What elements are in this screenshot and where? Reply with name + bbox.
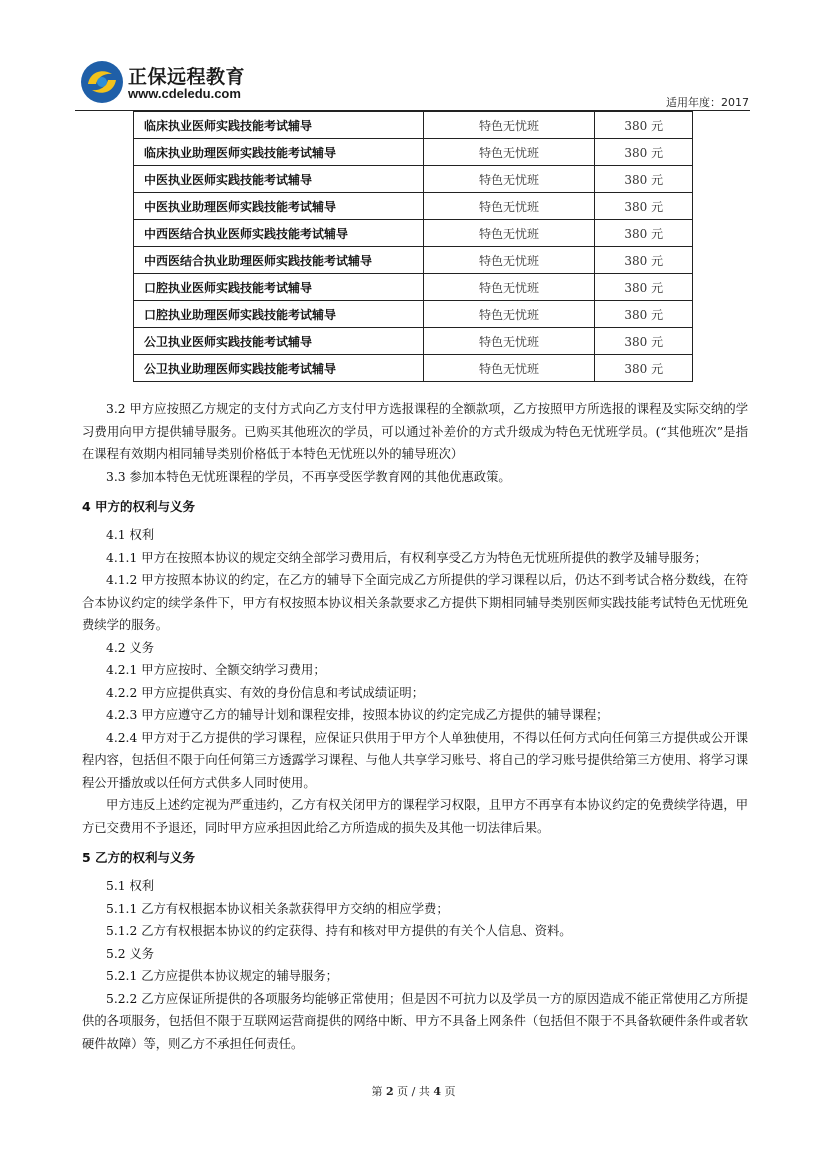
class-type: 特色无忧班 bbox=[423, 193, 595, 220]
applicable-year: 适用年度：2017 bbox=[666, 96, 749, 109]
clause-4-2-3: 4.2.3 甲方应遵守乙方的辅导计划和课程安排，按照本协议的约定完成乙方提供的辅导课程； bbox=[106, 708, 609, 722]
course-row bbox=[134, 328, 693, 355]
footer-middle: 页 / 共 bbox=[397, 1085, 430, 1098]
course-row bbox=[134, 220, 693, 247]
clause-5-1-1: 5.1.1 乙方有权根据本协议相关条款获得甲方交纳的相应学费； bbox=[106, 901, 449, 916]
course-row bbox=[134, 355, 693, 382]
course-name: 口腔执业医师实践技能考试辅导 bbox=[134, 274, 424, 301]
clause-4-1-1: 4.1.1 甲方在按照本协议的规定交纳全部学习费用后，有权利享受乙方为特色无忧班所提供的教学及辅导服务； bbox=[106, 550, 707, 565]
course-price: 380 元 bbox=[595, 301, 693, 328]
clause-4-breach: 甲方违反上述约定视为严重违约，乙方有权关闭甲方的课程学习权限，且甲方不再享有本协议约定的免费续学待遇，甲方已交费用不予退还，同时甲方应承担因此给乙方所造成的损失及其他一切法律后果。 bbox=[82, 798, 748, 835]
course-price: 380 元 bbox=[595, 193, 693, 220]
course-name: 中医执业医师实践技能考试辅导 bbox=[134, 166, 424, 193]
course-price: 380 元 bbox=[595, 139, 693, 166]
class-type: 特色无忧班 bbox=[423, 301, 595, 328]
course-price: 380 元 bbox=[595, 247, 693, 274]
clause-4-2-1: 4.2.1 甲方应按时、全额交纳学习费用； bbox=[106, 663, 326, 677]
clause-5-1: 5.1 权利 bbox=[106, 879, 155, 893]
course-name: 中西医结合执业助理医师实践技能考试辅导 bbox=[134, 247, 424, 274]
course-price: 380 元 bbox=[595, 328, 693, 355]
course-name: 临床执业助理医师实践技能考试辅导 bbox=[134, 139, 424, 166]
page-footer bbox=[0, 1083, 827, 1099]
course-name: 中西医结合执业医师实践技能考试辅导 bbox=[134, 220, 424, 247]
course-name: 公卫执业医师实践技能考试辅导 bbox=[134, 328, 424, 355]
course-price: 380 元 bbox=[595, 220, 693, 247]
course-name: 公卫执业助理医师实践技能考试辅导 bbox=[134, 355, 424, 382]
class-type: 特色无忧班 bbox=[423, 328, 595, 355]
course-price: 380 元 bbox=[595, 274, 693, 301]
clause-3-3: 3.3 参加本特色无忧班课程的学员，不再享受医学教育网的其他优惠政策。 bbox=[106, 469, 511, 484]
clause-4-1: 4.1 权利 bbox=[106, 528, 155, 542]
class-type: 特色无忧班 bbox=[423, 355, 595, 382]
class-type: 特色无忧班 bbox=[423, 220, 595, 247]
section-5-heading: 5 乙方的权利与义务 bbox=[82, 850, 196, 865]
course-price: 380 元 bbox=[595, 355, 693, 382]
clause-4-2: 4.2 义务 bbox=[106, 640, 155, 655]
course-price: 380 元 bbox=[595, 166, 693, 193]
class-type: 特色无忧班 bbox=[423, 274, 595, 301]
class-type: 特色无忧班 bbox=[423, 247, 595, 274]
current-page-number: 2 bbox=[385, 1085, 394, 1098]
footer-prefix: 第 bbox=[371, 1085, 383, 1098]
course-name: 口腔执业助理医师实践技能考试辅导 bbox=[134, 301, 424, 328]
clause-4-2-2: 4.2.2 甲方应提供真实、有效的身份信息和考试成绩证明； bbox=[106, 685, 425, 700]
total-page-number: 4 bbox=[433, 1085, 441, 1098]
course-row bbox=[134, 247, 693, 274]
class-type: 特色无忧班 bbox=[423, 112, 595, 139]
course-price-table bbox=[133, 111, 693, 382]
page-header bbox=[0, 0, 827, 112]
class-type: 特色无忧班 bbox=[423, 166, 595, 193]
clause-5-2-1: 5.2.1 乙方应提供本协议规定的辅导服务； bbox=[106, 969, 338, 983]
logo-name: 正保远程教育 bbox=[128, 66, 246, 88]
clause-5-1-2: 5.1.2 乙方有权根据本协议的约定获得、持有和核对甲方提供的有关个人信息、资料。 bbox=[106, 924, 572, 938]
course-price: 380 元 bbox=[595, 112, 693, 139]
clause-5-2-2: 5.2.2 乙方应保证所提供的各项服务均能够正常使用；但是因不可抗力以及学员一方的原因造成不能正常使用乙方所提供的各项服务，包括但不限于互联网运营商提供的网络中断、甲方不具备上网条件（包括但不限于不具备软硬件条件或者软硬件故障）等，则乙方不承担任何责任。 bbox=[82, 991, 748, 1051]
course-name: 中医执业助理医师实践技能考试辅导 bbox=[134, 193, 424, 220]
course-name: 临床执业医师实践技能考试辅导 bbox=[134, 112, 424, 139]
cdeledu-logo-icon bbox=[80, 60, 124, 104]
course-row bbox=[134, 166, 693, 193]
agreement-body bbox=[82, 398, 748, 1055]
clause-4-2-4: 4.2.4 甲方对于乙方提供的学习课程，应保证只供用于甲方个人单独使用，不得以任何方式向任何第三方提供或公开课程内容，包括但不限于向任何第三方透露学习课程、与他人共享学习账号、将自己的学习账号提供给第三方使用、将学习课程公开播放或以任何方式供多人同时使用。 bbox=[82, 730, 748, 790]
clause-5-2: 5.2 义务 bbox=[106, 946, 155, 961]
course-row bbox=[134, 139, 693, 166]
course-row bbox=[134, 301, 693, 328]
section-4-heading: 4 甲方的权利与义务 bbox=[82, 499, 196, 514]
course-row bbox=[134, 193, 693, 220]
class-type: 特色无忧班 bbox=[423, 139, 595, 166]
course-row bbox=[134, 274, 693, 301]
clause-3-2: 3.2 甲方应按照乙方规定的支付方式向乙方支付甲方选报课程的全额款项，乙方按照甲方所选报的课程及实际交纳的学习费用向甲方提供辅导服务。已购买其他班次的学员，可以通过补差价的方式升级成为特色无忧班学员。(“其他班次”是指在课程有效期内相同辅导类别价格低于本特色无忧班以外的辅导班次） bbox=[82, 402, 748, 461]
logo-url: www.cdeledu.com bbox=[128, 86, 241, 101]
course-row bbox=[134, 112, 693, 139]
footer-suffix: 页 bbox=[444, 1085, 456, 1098]
clause-4-1-2: 4.1.2 甲方按照本协议的约定，在乙方的辅导下全面完成乙方所提供的学习课程以后，仍达不到考试合格分数线，在符合本协议约定的续学条件下，甲方有权按照本协议相关条款要求乙方提供下期相同辅导类别医师实践技能考试特色无忧班免费续学的服务。 bbox=[82, 573, 748, 632]
